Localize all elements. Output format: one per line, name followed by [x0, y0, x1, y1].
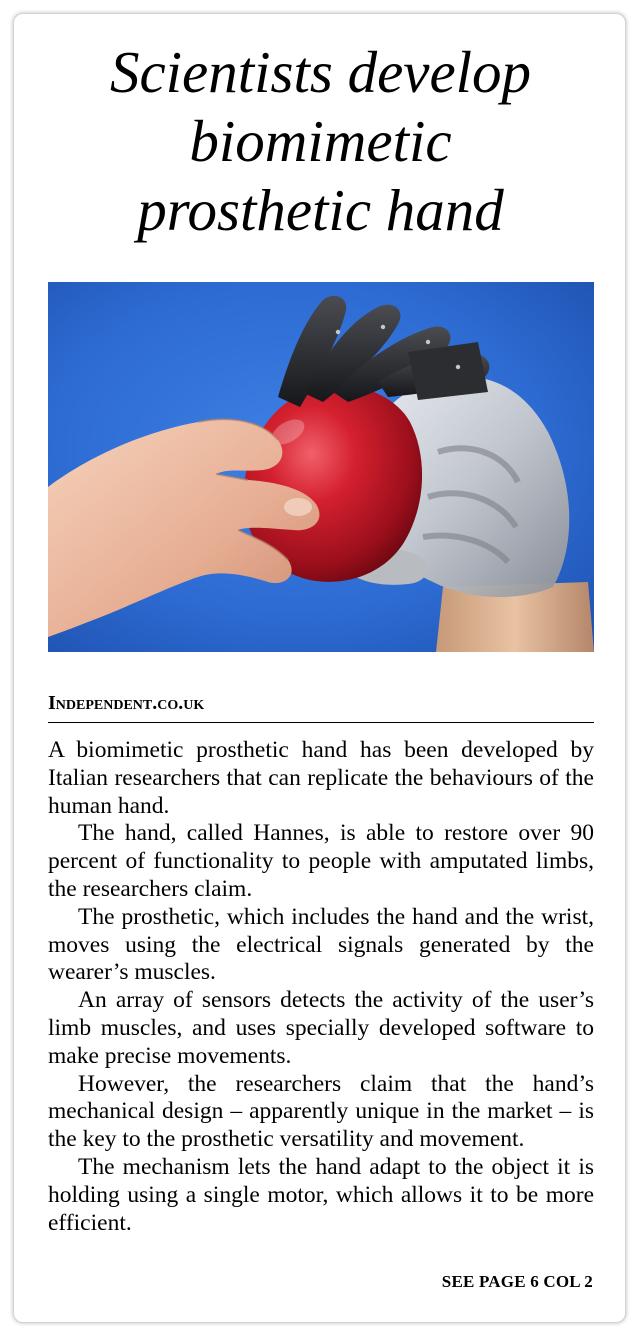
paragraph-5: However, the researchers claim that the hand’s mechanical design – apparently unique in the market – is the key to the prosthetic versatility and movement. — [48, 1070, 594, 1153]
source-label: Independent.co.uk — [48, 692, 205, 714]
paragraph-6: The mechanism lets the hand adapt to the object it is holding using a single motor, which allows it to be more efficient. — [48, 1153, 594, 1236]
continuation-reference: SEE PAGE 6 COL 2 — [441, 1272, 593, 1291]
headline-line-1: Scientists develop — [109, 39, 532, 105]
headline-line-2: biomimetic — [189, 108, 452, 174]
headline-line-3: prosthetic hand — [137, 177, 504, 243]
paragraph-3: The prosthetic, which includes the hand and the wrist, moves using the electrical signals generated by the wearer’s muscles. — [48, 903, 594, 986]
headline — [0, 38, 641, 245]
divider — [48, 722, 594, 723]
article-photo — [48, 282, 594, 652]
article-body — [48, 737, 594, 1237]
paragraph-4: An array of sensors detects the activity of the user’s limb muscles, and uses specially developed software to make precise movements. — [48, 987, 594, 1069]
paragraph-2: The hand, called Hannes, is able to restore over 90 percent of functionality to people with amputated limbs, the researchers claim. — [48, 820, 594, 902]
paragraph-1: A biomimetic prosthetic hand has been developed by Italian researchers that can replicate the behaviours of the human hand. — [48, 737, 594, 819]
prosthetic-hand-apple-image — [48, 282, 594, 652]
